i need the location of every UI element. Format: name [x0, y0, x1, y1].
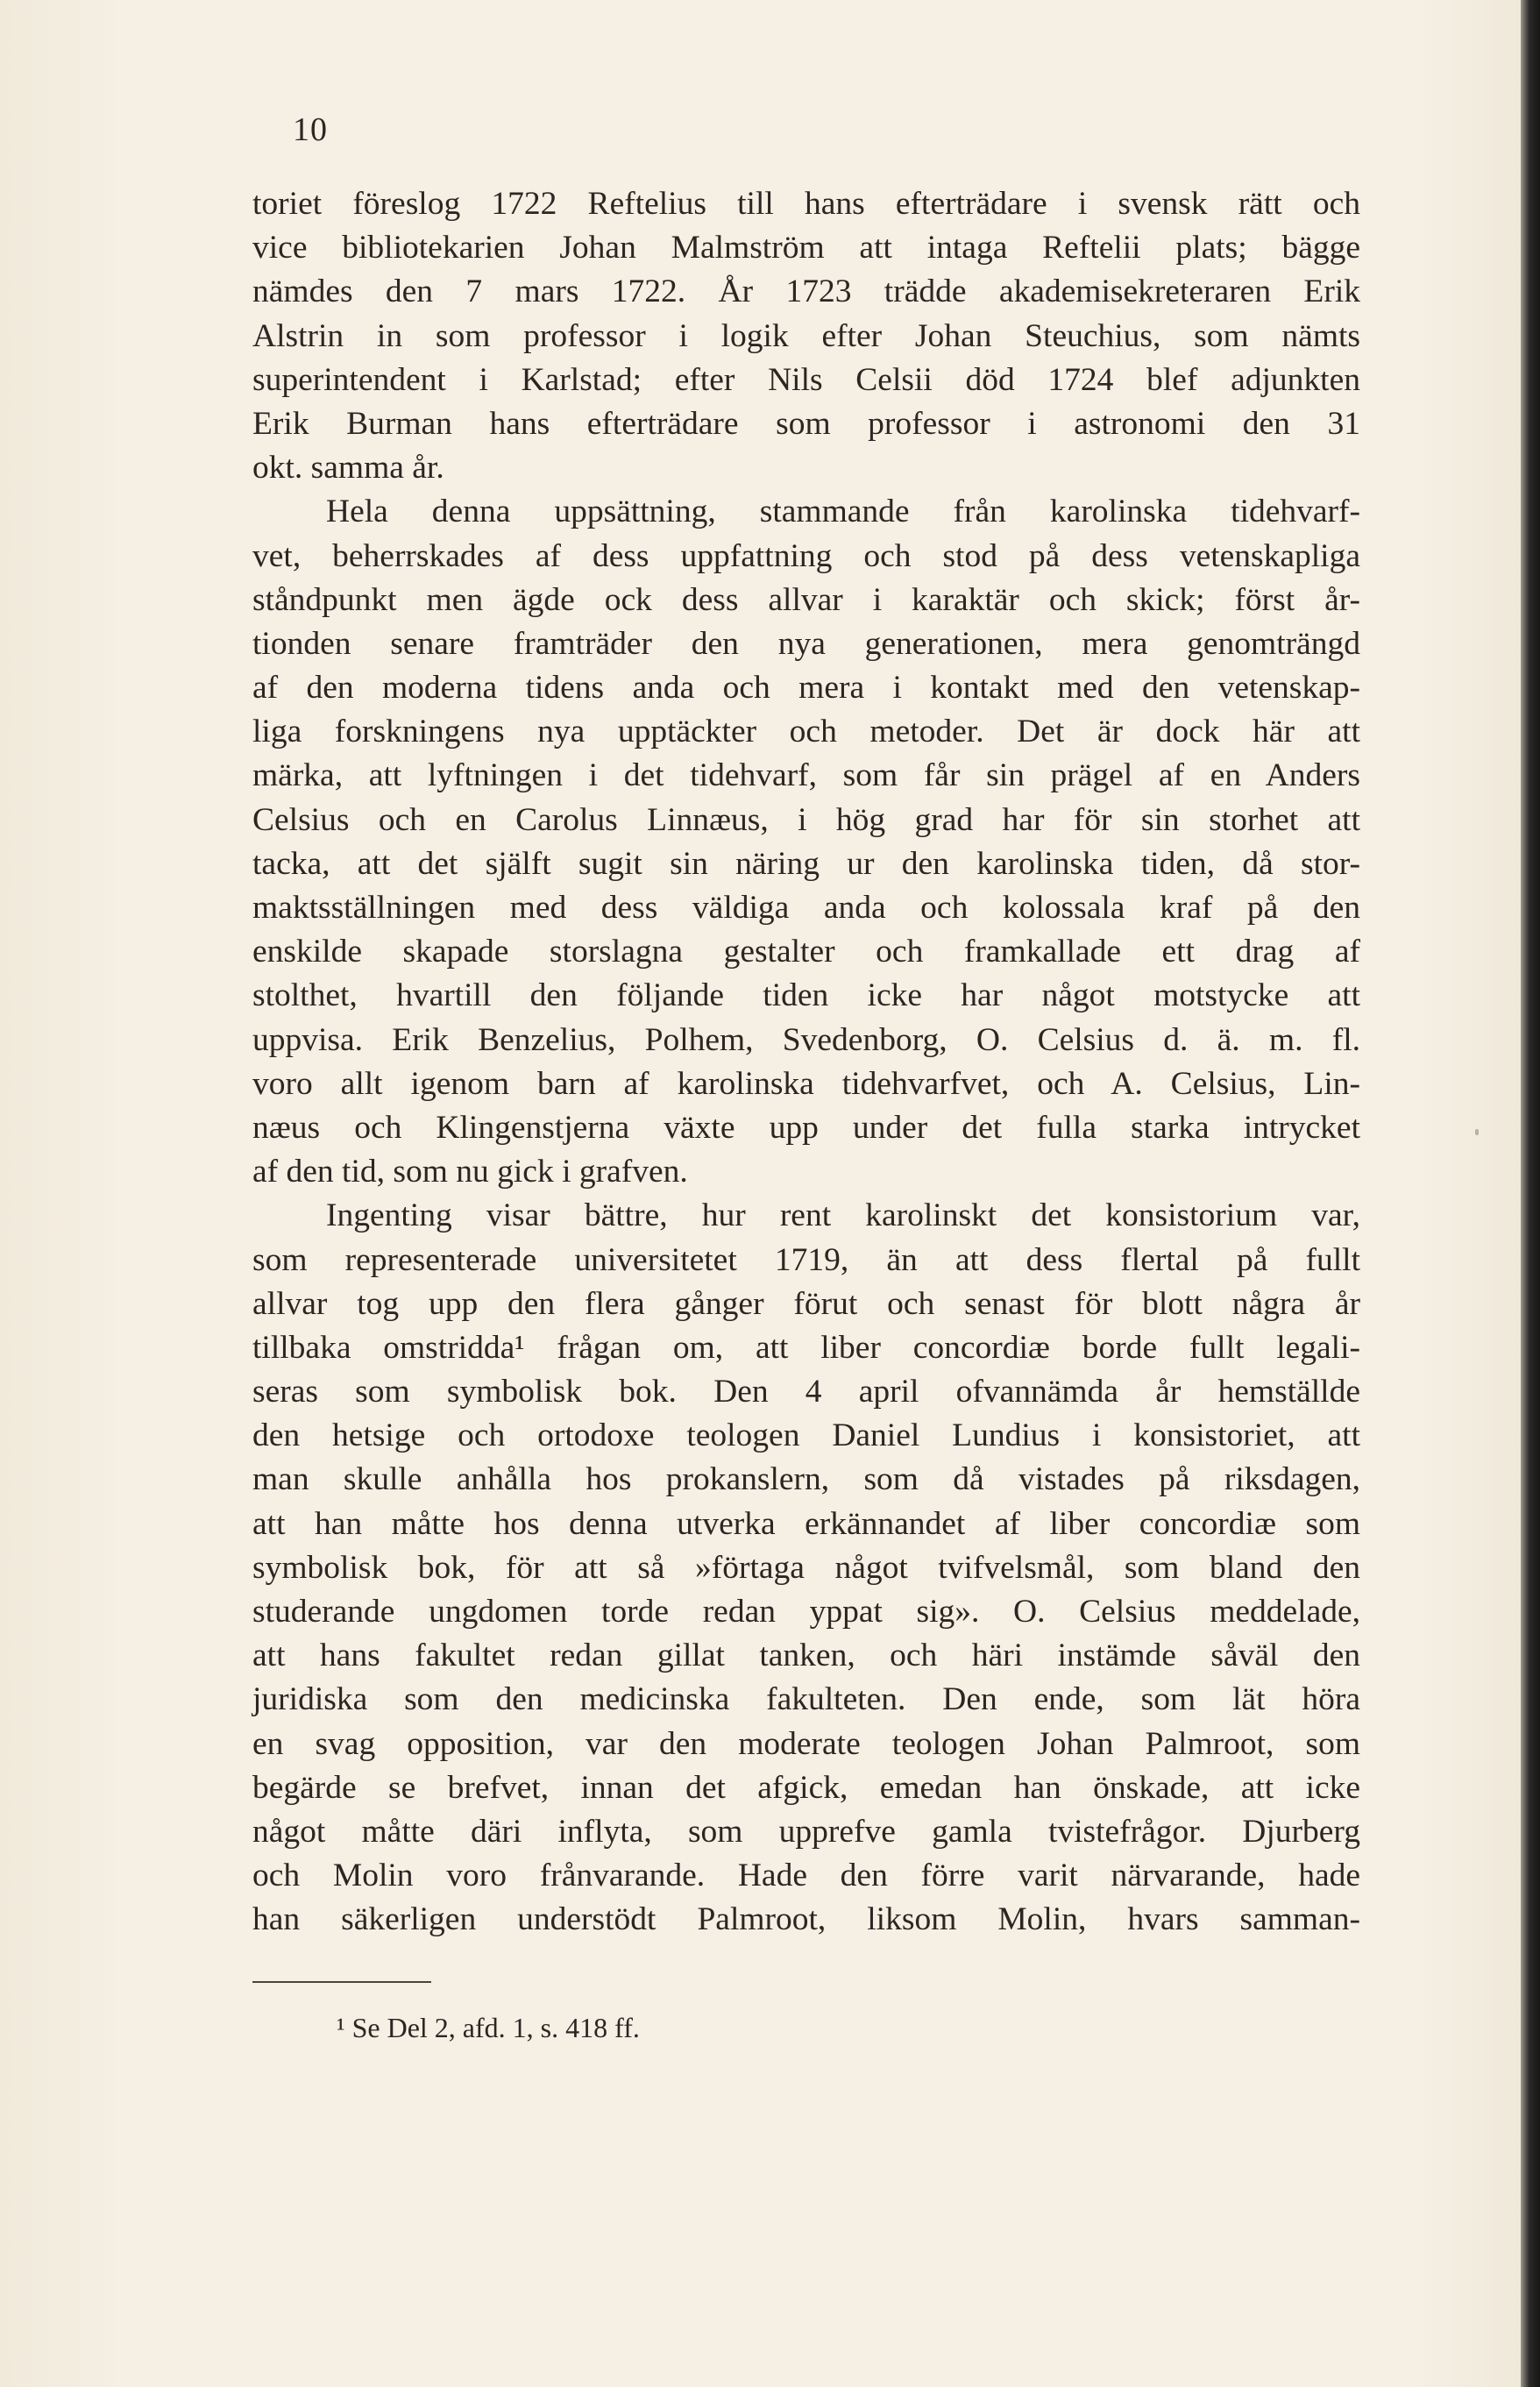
text-line: enskilde skapade storslagna gestalter och framkallade ett drag af	[252, 934, 1360, 970]
footnote-text: Se Del 2, afd. 1, s. 418 ff.	[351, 2012, 640, 2043]
footnote	[337, 2007, 640, 2048]
paper-speck	[1475, 1129, 1479, 1135]
scan-edge	[1521, 0, 1540, 2387]
text-line: Hela denna uppsättning, stammande från karolinska tidehvarf-	[326, 494, 1360, 530]
text-line: uppvisa. Erik Benzelius, Polhem, Svedenborg, O. Celsius d. ä. m. fl.	[252, 1021, 1360, 1058]
text-line: Ingenting visar bättre, hur rent karolinskt det konsistorium var,	[326, 1197, 1360, 1234]
text-line: begärde se brefvet, innan det afgick, emedan han önskade, att icke	[252, 1769, 1360, 1806]
text-line: seras som symbolisk bok. Den 4 april ofvannämda år hemställde	[252, 1374, 1360, 1410]
text-line: tionden senare framträder den nya generationen, mera genomträngd	[252, 625, 1360, 662]
text-line: næus och Klingenstjerna växte upp under det fulla starka intrycket	[252, 1109, 1360, 1146]
text-line: af den moderna tidens anda och mera i kontakt med den vetenskap-	[252, 670, 1360, 707]
text-line: en svag opposition, var den moderate teologen Johan Palmroot, som	[252, 1725, 1360, 1762]
body-text	[252, 182, 1360, 1943]
text-line: juridiska som den medicinska fakulteten. Den ende, som lät höra	[252, 1681, 1360, 1718]
text-line: superintendent i Karlstad; efter Nils Celsii död 1724 blef adjunkten	[252, 361, 1360, 398]
text-line: Alstrin in som professor i logik efter Johan Steuchius, som nämts	[252, 317, 1360, 354]
text-line: liga forskningens nya upptäckter och metoder. Det är dock här att	[252, 714, 1360, 750]
page-number: 10	[293, 111, 328, 148]
text-line: studerande ungdomen torde redan yppat sig». O. Celsius meddelade,	[252, 1594, 1360, 1630]
footnote-rule	[252, 1981, 431, 1983]
text-line: okt. samma år.	[252, 450, 444, 487]
text-line: toriet föreslog 1722 Reftelius till hans efterträdare i svensk rätt och	[252, 186, 1360, 222]
text-line: den hetsige och ortodoxe teologen Daniel Lundius i konsistoriet, att	[252, 1417, 1360, 1454]
text-line: tacka, att det själft sugit sin näring ur den karolinska tiden, då stor-	[252, 845, 1360, 882]
text-line: att hans fakultet redan gillat tanken, och häri instämde såväl den	[252, 1638, 1360, 1674]
text-line: vice bibliotekarien Johan Malmström att intaga Reftelii plats; bägge	[252, 230, 1360, 266]
text-line: stolthet, hvartill den följande tiden icke har något motstycke att	[252, 977, 1360, 1014]
text-line: att han måtte hos denna utverka erkännandet af liber concordiæ som	[252, 1505, 1360, 1542]
text-line: Erik Burman hans efterträdare som professor i astronomi den 31	[252, 405, 1360, 442]
text-line: Celsius och en Carolus Linnæus, i hög grad har för sin storhet att	[252, 801, 1360, 838]
text-line: och Molin voro frånvarande. Hade den förre varit närvarande, hade	[252, 1858, 1360, 1894]
text-line: allvar tog upp den flera gånger förut och senast för blott några år	[252, 1285, 1360, 1322]
text-line: man skulle anhålla hos prokanslern, som då vistades på riksdagen,	[252, 1461, 1360, 1498]
text-line: han säkerligen understödt Palmroot, liksom Molin, hvars samman-	[252, 1901, 1360, 1938]
text-line: maktsställningen med dess väldiga anda och kolossala kraf på den	[252, 890, 1360, 926]
text-line: vet, beherrskades af dess uppfattning och stod på dess vetenskapliga	[252, 537, 1360, 574]
text-line: voro allt igenom barn af karolinska tidehvarfvet, och A. Celsius, Lin-	[252, 1065, 1360, 1102]
text-line: tillbaka omstridda¹ frågan om, att liber concordiæ borde fullt legali-	[252, 1329, 1360, 1366]
text-line: ståndpunkt men ägde ock dess allvar i karaktär och skick; först år-	[252, 581, 1360, 618]
text-line: nämdes den 7 mars 1722. År 1723 trädde akademisekreteraren Erik	[252, 274, 1360, 310]
text-line: något måtte däri inflyta, som upprefve gamla tvistefrågor. Djurberg	[252, 1813, 1360, 1850]
text-line: af den tid, som nu gick i grafven.	[252, 1154, 688, 1190]
footnote-marker: ¹	[337, 2012, 345, 2043]
text-line: som representerade universitetet 1719, än att dess flertal på fullt	[252, 1241, 1360, 1278]
text-line: symbolisk bok, för att så »förtaga något tvifvelsmål, som bland den	[252, 1549, 1360, 1586]
text-line: märka, att lyftningen i det tidehvarf, som får sin prägel af en Anders	[252, 757, 1360, 794]
